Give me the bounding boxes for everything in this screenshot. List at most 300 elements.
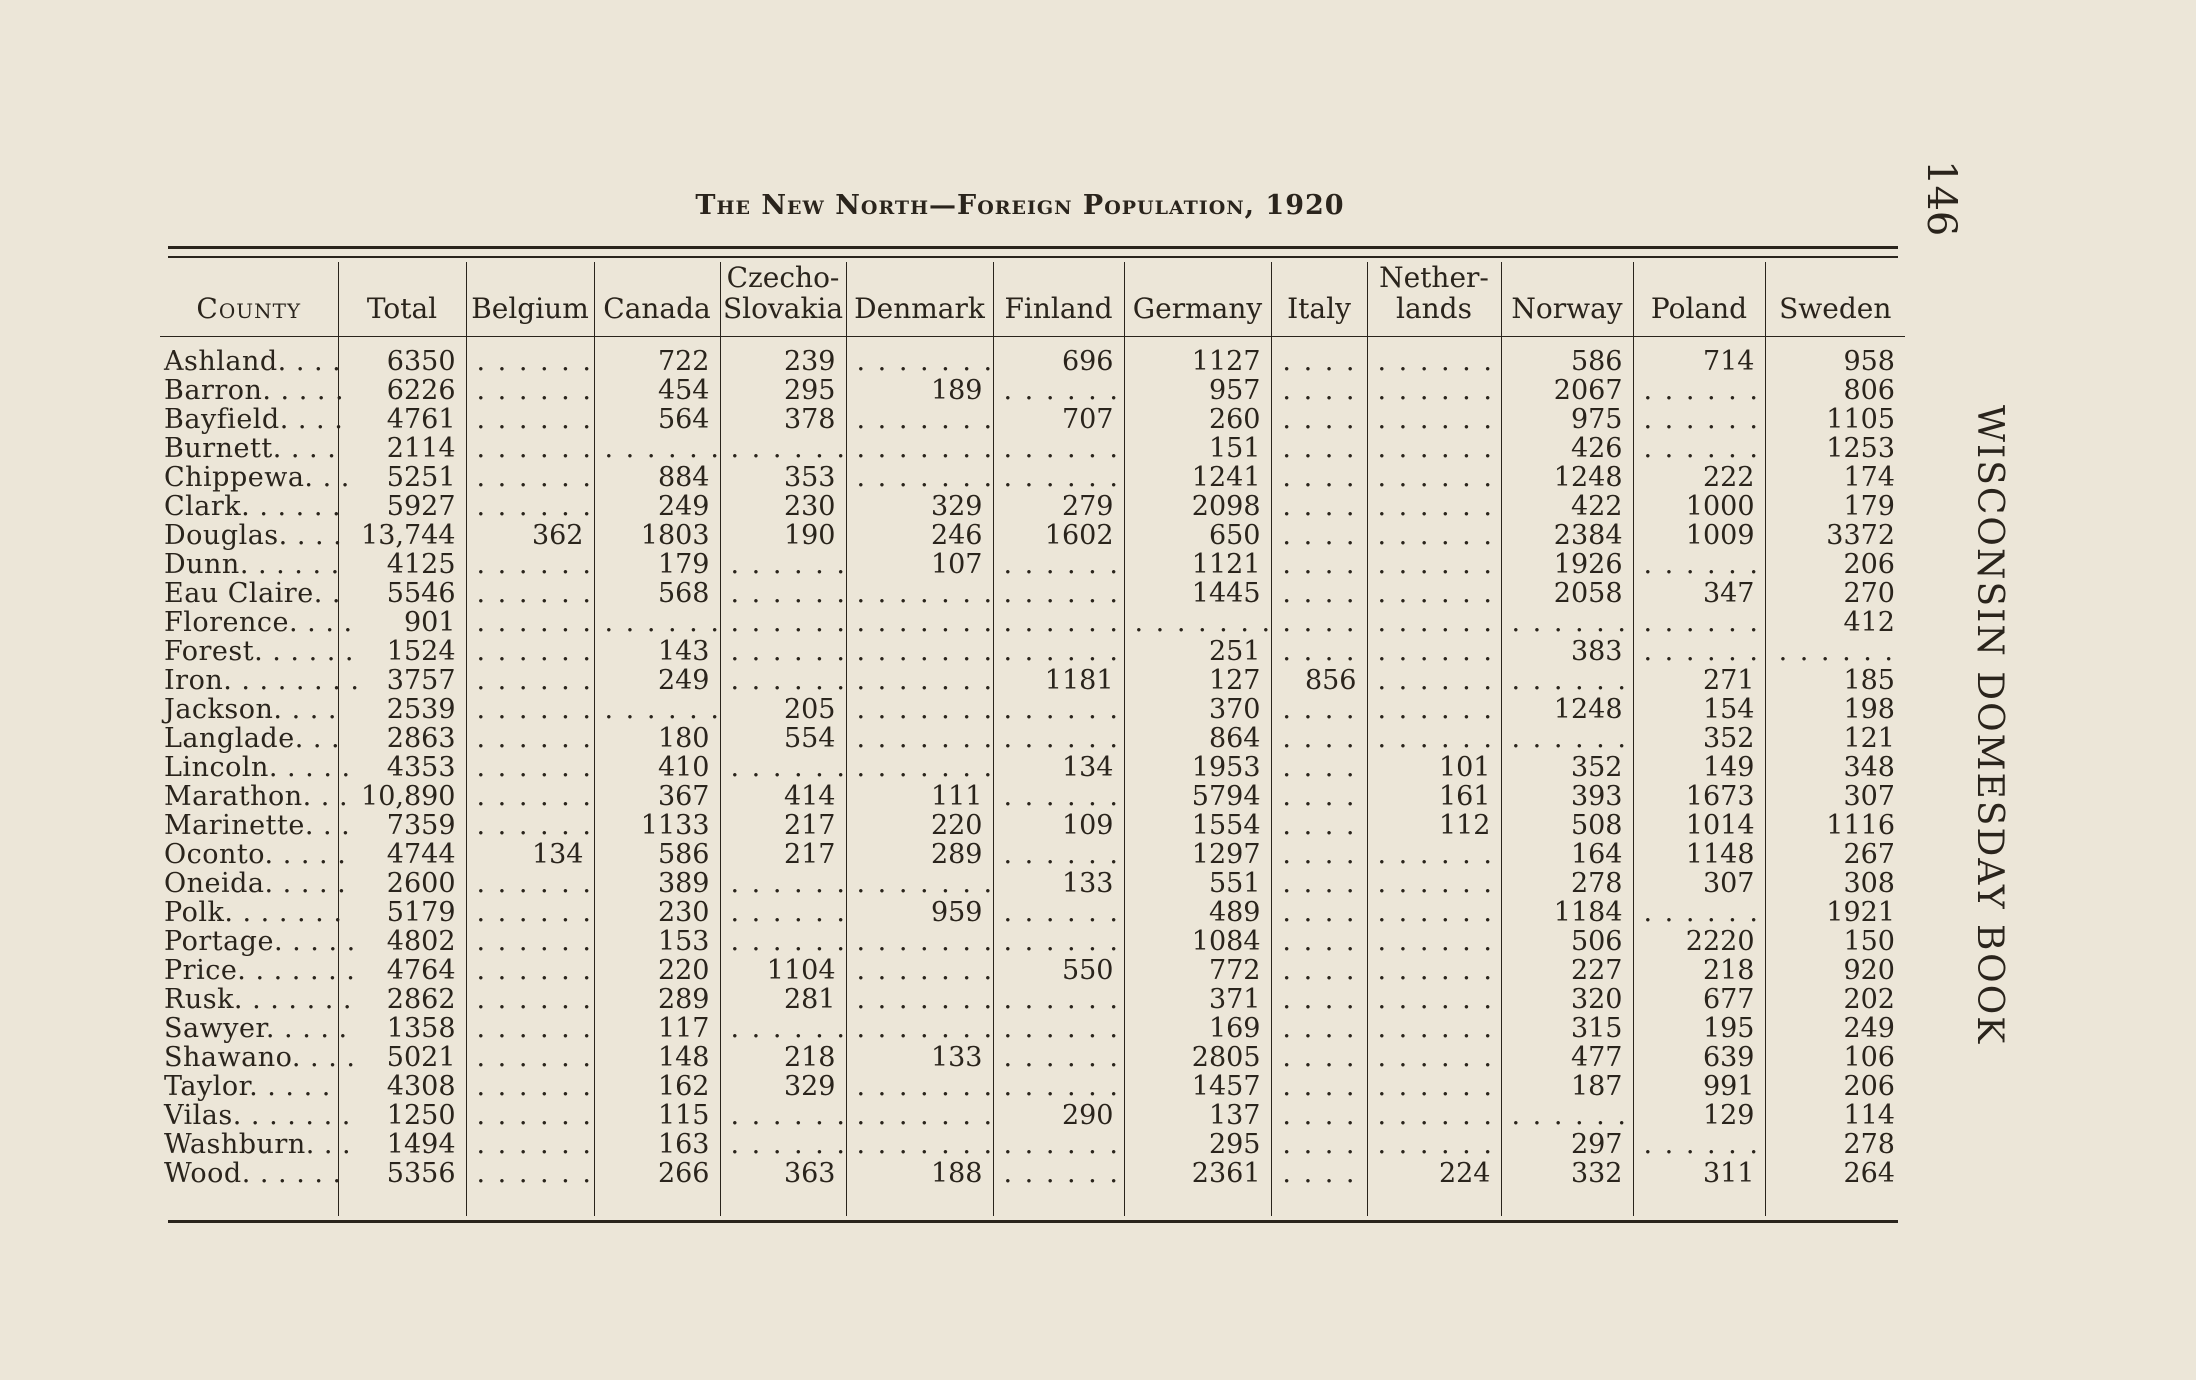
cell-italy: . . . .: [1271, 1101, 1367, 1130]
cell-germany: 1121: [1124, 550, 1271, 579]
cell-denmark: . . . . . . .: [846, 1101, 993, 1130]
cell-poland: 1014: [1633, 811, 1765, 840]
cell-denmark: . . . . . . .: [846, 405, 993, 434]
county-name: Sawyer. . . . .: [164, 1013, 348, 1044]
cell-denmark: . . . . . . .: [846, 753, 993, 782]
page-number: 146: [1918, 160, 1964, 237]
cell-denmark: 189: [846, 376, 993, 405]
cell-norway: 426: [1501, 434, 1633, 463]
cell-sweden: 1253: [1765, 434, 1905, 463]
cell-italy: . . . .: [1271, 434, 1367, 463]
cell-netherlands: . . . . . .: [1367, 869, 1501, 898]
cell-netherlands: . . . . . .: [1367, 463, 1501, 492]
col-header-denmark: Denmark: [846, 262, 993, 337]
cell-denmark: . . . . . . .: [846, 637, 993, 666]
cell-italy: . . . .: [1271, 724, 1367, 753]
cell-germany: 551: [1124, 869, 1271, 898]
cell-total: 4353: [338, 753, 466, 782]
cell-czechoslovakia: 414: [720, 782, 846, 811]
cell-poland: 311: [1633, 1159, 1765, 1216]
cell-belgium: . . . . . .: [466, 434, 594, 463]
table-row: [160, 492, 1905, 521]
cell-norway: . . . . . .: [1501, 1101, 1633, 1130]
cell-finland: . . . . . .: [993, 434, 1124, 463]
cell-canada: 568: [594, 579, 720, 608]
cell-poland: 154: [1633, 695, 1765, 724]
cell-finland: 279: [993, 492, 1124, 521]
cell-norway: 2384: [1501, 521, 1633, 550]
cell-canada: 179: [594, 550, 720, 579]
cell-norway: 187: [1501, 1072, 1633, 1101]
county-name: Vilas. . . . . . .: [164, 1100, 351, 1131]
cell-netherlands: . . . . . .: [1367, 840, 1501, 869]
cell-canada: 884: [594, 463, 720, 492]
cell-norway: 393: [1501, 782, 1633, 811]
header-row: [160, 262, 1905, 337]
col-header-sweden: Sweden: [1765, 262, 1905, 337]
cell-canada: . . . . . .: [594, 608, 720, 637]
cell-germany: 2361: [1124, 1159, 1271, 1216]
cell-sweden: . . . . . .: [1765, 637, 1905, 666]
cell-norway: 278: [1501, 869, 1633, 898]
cell-sweden: 806: [1765, 376, 1905, 405]
table-row: [160, 521, 1905, 550]
cell-germany: 5794: [1124, 782, 1271, 811]
cell-finland: . . . . . .: [993, 1159, 1124, 1216]
cell-denmark: . . . . . . .: [846, 869, 993, 898]
cell-denmark: . . . . . . .: [846, 1130, 993, 1159]
cell-italy: . . . .: [1271, 608, 1367, 637]
county-name: Florence. . . .: [164, 607, 353, 638]
cell-total: 1358: [338, 1014, 466, 1043]
cell-total: 7359: [338, 811, 466, 840]
cell-poland: 1009: [1633, 521, 1765, 550]
cell-finland: 1181: [993, 666, 1124, 695]
cell-italy: . . . .: [1271, 898, 1367, 927]
cell-finland: . . . . . .: [993, 637, 1124, 666]
county-name: Oneida. . . . .: [164, 868, 347, 899]
cell-germany: 260: [1124, 405, 1271, 434]
table-row: [160, 637, 1905, 666]
cell-sweden: 202: [1765, 985, 1905, 1014]
cell-poland: 222: [1633, 463, 1765, 492]
table-row: [160, 550, 1905, 579]
cell-total: 10,890: [338, 782, 466, 811]
col-header-county: County: [160, 262, 338, 337]
cell-belgium: . . . . . .: [466, 1043, 594, 1072]
cell-germany: 251: [1124, 637, 1271, 666]
cell-netherlands: . . . . . .: [1367, 666, 1501, 695]
cell-total: 5356: [338, 1159, 466, 1216]
cell-canada: . . . . . .: [594, 434, 720, 463]
cell-belgium: . . . . . .: [466, 463, 594, 492]
cell-denmark: 107: [846, 550, 993, 579]
cell-poland: 639: [1633, 1043, 1765, 1072]
cell-belgium: . . . . . .: [466, 376, 594, 405]
county-name: Iron. . . . . . . .: [164, 665, 360, 696]
county-name: Shawano. . . .: [164, 1042, 356, 1073]
cell-germany: 1241: [1124, 463, 1271, 492]
cell-poland: 195: [1633, 1014, 1765, 1043]
cell-total: 5251: [338, 463, 466, 492]
cell-netherlands: . . . . . .: [1367, 1043, 1501, 1072]
cell-canada: 115: [594, 1101, 720, 1130]
cell-canada: 143: [594, 637, 720, 666]
cell-belgium: . . . . . .: [466, 608, 594, 637]
cell-total: 4802: [338, 927, 466, 956]
cell-sweden: 106: [1765, 1043, 1905, 1072]
cell-netherlands: . . . . . .: [1367, 492, 1501, 521]
cell-netherlands: . . . . . .: [1367, 608, 1501, 637]
county-name: Clark. . . . . .: [164, 491, 342, 522]
cell-czechoslovakia: 353: [720, 463, 846, 492]
cell-sweden: 270: [1765, 579, 1905, 608]
cell-denmark: 188: [846, 1159, 993, 1216]
cell-belgium: 362: [466, 521, 594, 550]
cell-poland: 2220: [1633, 927, 1765, 956]
cell-poland: 271: [1633, 666, 1765, 695]
cell-germany: 1445: [1124, 579, 1271, 608]
cell-netherlands: . . . . . .: [1367, 985, 1501, 1014]
cell-germany: 151: [1124, 434, 1271, 463]
cell-germany: 137: [1124, 1101, 1271, 1130]
cell-denmark: . . . . . . .: [846, 1072, 993, 1101]
cell-czechoslovakia: 217: [720, 840, 846, 869]
cell-denmark: 111: [846, 782, 993, 811]
cell-canada: . . . . . .: [594, 695, 720, 724]
cell-italy: . . . .: [1271, 1159, 1367, 1216]
cell-denmark: 220: [846, 811, 993, 840]
cell-czechoslovakia: . . . . . .: [720, 753, 846, 782]
cell-finland: 707: [993, 405, 1124, 434]
cell-italy: . . . .: [1271, 1043, 1367, 1072]
cell-sweden: 348: [1765, 753, 1905, 782]
cell-czechoslovakia: 217: [720, 811, 846, 840]
cell-norway: 297: [1501, 1130, 1633, 1159]
cell-total: 5021: [338, 1043, 466, 1072]
table-row: [160, 840, 1905, 869]
cell-canada: 564: [594, 405, 720, 434]
cell-sweden: 1105: [1765, 405, 1905, 434]
cell-finland: 133: [993, 869, 1124, 898]
cell-czechoslovakia: 190: [720, 521, 846, 550]
cell-netherlands: . . . . . .: [1367, 434, 1501, 463]
county-name: Washburn. . .: [164, 1129, 352, 1160]
cell-canada: 180: [594, 724, 720, 753]
cell-netherlands: . . . . . .: [1367, 1072, 1501, 1101]
cell-poland: 677: [1633, 985, 1765, 1014]
cell-norway: . . . . . .: [1501, 666, 1633, 695]
cell-poland: 129: [1633, 1101, 1765, 1130]
col-header-germany: Germany: [1124, 262, 1271, 337]
cell-germany: 295: [1124, 1130, 1271, 1159]
cell-belgium: . . . . . .: [466, 927, 594, 956]
cell-denmark: . . . . . . .: [846, 985, 993, 1014]
cell-poland: 991: [1633, 1072, 1765, 1101]
cell-italy: . . . .: [1271, 695, 1367, 724]
cell-canada: 586: [594, 840, 720, 869]
cell-canada: 722: [594, 337, 720, 377]
cell-total: 1524: [338, 637, 466, 666]
cell-total: 2539: [338, 695, 466, 724]
table-row: [160, 405, 1905, 434]
county-name: Chippewa. . .: [164, 462, 350, 493]
cell-total: 5927: [338, 492, 466, 521]
cell-sweden: 185: [1765, 666, 1905, 695]
cell-canada: 454: [594, 376, 720, 405]
cell-germany: 2805: [1124, 1043, 1271, 1072]
cell-total: 4744: [338, 840, 466, 869]
cell-italy: . . . .: [1271, 521, 1367, 550]
table-row: [160, 1014, 1905, 1043]
cell-finland: 109: [993, 811, 1124, 840]
cell-norway: 2058: [1501, 579, 1633, 608]
cell-sweden: 121: [1765, 724, 1905, 753]
bottom-rule: [168, 1220, 1898, 1223]
table-row: [160, 1043, 1905, 1072]
cell-netherlands: . . . . . .: [1367, 695, 1501, 724]
cell-denmark: . . . . . . .: [846, 579, 993, 608]
county-name: Forest. . . . . .: [164, 636, 355, 667]
cell-poland: . . . . . .: [1633, 898, 1765, 927]
cell-canada: 249: [594, 492, 720, 521]
county-name: Ashland. . . .: [164, 346, 342, 377]
cell-poland: 1000: [1633, 492, 1765, 521]
county-name: Dunn. . . . . .: [164, 549, 340, 580]
cell-czechoslovakia: 363: [720, 1159, 846, 1216]
cell-norway: 164: [1501, 840, 1633, 869]
cell-germany: 957: [1124, 376, 1271, 405]
cell-norway: 1184: [1501, 898, 1633, 927]
cell-netherlands: 101: [1367, 753, 1501, 782]
cell-canada: 367: [594, 782, 720, 811]
county-name: Marinette. . .: [164, 810, 351, 841]
cell-finland: . . . . . .: [993, 985, 1124, 1014]
cell-poland: 1673: [1633, 782, 1765, 811]
cell-finland: . . . . . .: [993, 550, 1124, 579]
cell-total: 6226: [338, 376, 466, 405]
cell-czechoslovakia: 230: [720, 492, 846, 521]
col-header-italy: Italy: [1271, 262, 1367, 337]
cell-italy: . . . .: [1271, 1130, 1367, 1159]
cell-norway: 506: [1501, 927, 1633, 956]
cell-poland: . . . . . .: [1633, 434, 1765, 463]
table-row: [160, 463, 1905, 492]
cell-total: 5179: [338, 898, 466, 927]
cell-sweden: 267: [1765, 840, 1905, 869]
cell-czechoslovakia: 239: [720, 337, 846, 377]
cell-total: 3757: [338, 666, 466, 695]
cell-czechoslovakia: 218: [720, 1043, 846, 1072]
cell-norway: 227: [1501, 956, 1633, 985]
cell-sweden: 958: [1765, 337, 1905, 377]
cell-netherlands: . . . . . .: [1367, 579, 1501, 608]
cell-canada: 230: [594, 898, 720, 927]
table-body: [160, 337, 1905, 1217]
cell-italy: . . . .: [1271, 405, 1367, 434]
cell-total: 6350: [338, 337, 466, 377]
cell-poland: . . . . . .: [1633, 1130, 1765, 1159]
table-row: [160, 985, 1905, 1014]
cell-norway: 586: [1501, 337, 1633, 377]
col-header-canada: Canada: [594, 262, 720, 337]
cell-total: 5546: [338, 579, 466, 608]
cell-belgium: . . . . . .: [466, 985, 594, 1014]
cell-finland: . . . . . .: [993, 463, 1124, 492]
cell-finland: . . . . . .: [993, 1130, 1124, 1159]
cell-czechoslovakia: 295: [720, 376, 846, 405]
cell-sweden: 179: [1765, 492, 1905, 521]
county-name: Bayfield. . . .: [164, 404, 344, 435]
cell-denmark: . . . . . . .: [846, 434, 993, 463]
cell-norway: 352: [1501, 753, 1633, 782]
table-row: [160, 434, 1905, 463]
cell-denmark: . . . . . . .: [846, 724, 993, 753]
col-header-total: Total: [338, 262, 466, 337]
cell-finland: . . . . . .: [993, 898, 1124, 927]
cell-italy: . . . .: [1271, 985, 1367, 1014]
county-name: Douglas. . . .: [164, 520, 343, 551]
county-name: Burnett. . . .: [164, 433, 337, 464]
cell-total: 1250: [338, 1101, 466, 1130]
cell-italy: . . . .: [1271, 637, 1367, 666]
cell-belgium: . . . . . .: [466, 637, 594, 666]
cell-poland: 714: [1633, 337, 1765, 377]
cell-total: 4125: [338, 550, 466, 579]
cell-sweden: 278: [1765, 1130, 1905, 1159]
table-row: [160, 869, 1905, 898]
cell-finland: . . . . . .: [993, 1014, 1124, 1043]
cell-netherlands: . . . . . .: [1367, 927, 1501, 956]
cell-belgium: . . . . . .: [466, 666, 594, 695]
cell-italy: . . . .: [1271, 1072, 1367, 1101]
cell-canada: 162: [594, 1072, 720, 1101]
cell-poland: 307: [1633, 869, 1765, 898]
cell-germany: 1297: [1124, 840, 1271, 869]
col-header-netherlands: Nether- lands: [1367, 262, 1501, 337]
cell-belgium: . . . . . .: [466, 956, 594, 985]
cell-netherlands: 224: [1367, 1159, 1501, 1216]
cell-total: 13,744: [338, 521, 466, 550]
cell-italy: . . . .: [1271, 463, 1367, 492]
cell-norway: 2067: [1501, 376, 1633, 405]
cell-poland: 352: [1633, 724, 1765, 753]
table-row: [160, 337, 1905, 377]
cell-czechoslovakia: 205: [720, 695, 846, 724]
county-name: Marathon. . .: [164, 781, 349, 812]
cell-czechoslovakia: . . . . . .: [720, 1130, 846, 1159]
county-name: Lincoln. . . . .: [164, 752, 351, 783]
cell-poland: 149: [1633, 753, 1765, 782]
cell-belgium: . . . . . .: [466, 753, 594, 782]
cell-sweden: 1116: [1765, 811, 1905, 840]
cell-norway: 477: [1501, 1043, 1633, 1072]
cell-total: 2863: [338, 724, 466, 753]
cell-finland: . . . . . .: [993, 608, 1124, 637]
county-name: Jackson. . . .: [164, 694, 337, 725]
cell-total: 1494: [338, 1130, 466, 1159]
cell-belgium: . . . . . .: [466, 782, 594, 811]
cell-czechoslovakia: 1104: [720, 956, 846, 985]
cell-italy: . . . .: [1271, 811, 1367, 840]
table-row: [160, 811, 1905, 840]
county-name: Portage. . . . .: [164, 926, 356, 957]
cell-finland: . . . . . .: [993, 695, 1124, 724]
cell-denmark: . . . . . . .: [846, 337, 993, 377]
cell-sweden: 150: [1765, 927, 1905, 956]
cell-finland: . . . . . .: [993, 1072, 1124, 1101]
cell-norway: 315: [1501, 1014, 1633, 1043]
cell-czechoslovakia: . . . . . .: [720, 1101, 846, 1130]
cell-poland: . . . . . .: [1633, 550, 1765, 579]
table-row: [160, 1159, 1905, 1216]
cell-sweden: 308: [1765, 869, 1905, 898]
table-row: [160, 579, 1905, 608]
cell-norway: 332: [1501, 1159, 1633, 1216]
cell-germany: 127: [1124, 666, 1271, 695]
cell-sweden: 174: [1765, 463, 1905, 492]
cell-denmark: . . . . . . .: [846, 956, 993, 985]
cell-sweden: 920: [1765, 956, 1905, 985]
cell-netherlands: . . . . . .: [1367, 1014, 1501, 1043]
cell-belgium: . . . . . .: [466, 724, 594, 753]
cell-germany: 1554: [1124, 811, 1271, 840]
cell-germany: 2098: [1124, 492, 1271, 521]
cell-belgium: . . . . . .: [466, 337, 594, 377]
cell-norway: 422: [1501, 492, 1633, 521]
cell-denmark: . . . . . . .: [846, 927, 993, 956]
county-name: Price. . . . . . .: [164, 955, 356, 986]
cell-netherlands: 161: [1367, 782, 1501, 811]
table-row: [160, 376, 1905, 405]
cell-finland: . . . . . .: [993, 376, 1124, 405]
cell-sweden: 198: [1765, 695, 1905, 724]
page-title: The New North—Foreign Population, 1920: [695, 190, 1345, 221]
cell-sweden: 114: [1765, 1101, 1905, 1130]
cell-total: 901: [338, 608, 466, 637]
cell-denmark: 246: [846, 521, 993, 550]
county-name: Wood. . . . . .: [164, 1158, 342, 1189]
cell-finland: 550: [993, 956, 1124, 985]
top-rule-thin: [168, 256, 1898, 258]
cell-netherlands: . . . . . .: [1367, 637, 1501, 666]
cell-netherlands: . . . . . .: [1367, 724, 1501, 753]
col-header-norway: Norway: [1501, 262, 1633, 337]
cell-total: 2862: [338, 985, 466, 1014]
col-header-poland: Poland: [1633, 262, 1765, 337]
cell-netherlands: . . . . . .: [1367, 337, 1501, 377]
cell-netherlands: . . . . . .: [1367, 956, 1501, 985]
cell-poland: . . . . . .: [1633, 405, 1765, 434]
cell-norway: 320: [1501, 985, 1633, 1014]
cell-norway: 1248: [1501, 463, 1633, 492]
cell-italy: . . . .: [1271, 869, 1367, 898]
cell-poland: . . . . . .: [1633, 376, 1765, 405]
cell-total: 2114: [338, 434, 466, 463]
county-name: Langlade. . .: [164, 723, 341, 754]
cell-canada: 266: [594, 1159, 720, 1216]
cell-total: 4761: [338, 405, 466, 434]
cell-belgium: . . . . . .: [466, 492, 594, 521]
cell-netherlands: . . . . . .: [1367, 1130, 1501, 1159]
table-row: [160, 1130, 1905, 1159]
cell-italy: . . . .: [1271, 782, 1367, 811]
cell-belgium: . . . . . .: [466, 1159, 594, 1216]
cell-denmark: . . . . . . .: [846, 608, 993, 637]
cell-norway: . . . . . .: [1501, 608, 1633, 637]
cell-denmark: . . . . . . .: [846, 463, 993, 492]
cell-germany: . . . . . . .: [1124, 608, 1271, 637]
